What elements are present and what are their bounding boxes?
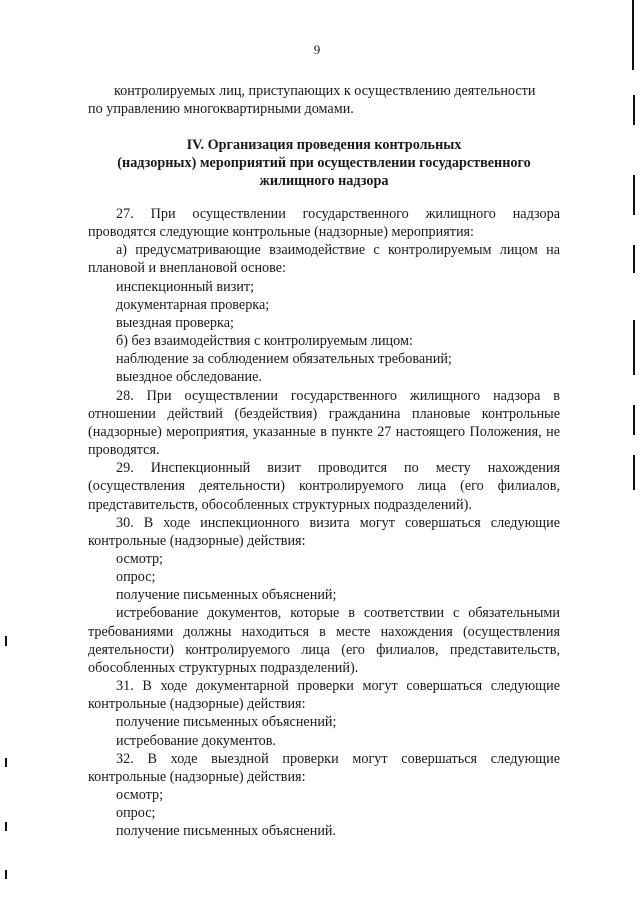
paragraph: 28. При осуществлении государственного жилищного надзора в отношении действий (бездействия) гражданина плановые контрольные (надзорные) мероприятия, указанные в пункте 27 настоящего Положения, не проводятся. xyxy=(88,387,560,459)
section-heading-line: жилищного надзора xyxy=(259,173,389,190)
list-item: документарная проверка; xyxy=(116,296,270,313)
list-item: осмотр; xyxy=(116,550,164,567)
page-number: 9 xyxy=(313,42,321,57)
intro-line: по управлению многоквартирными домами. xyxy=(88,101,354,118)
list-item: получение письменных объяснений; xyxy=(116,714,337,731)
section-heading-line: (надзорных) мероприятий при осуществлении государственного xyxy=(117,155,531,172)
intro-text xyxy=(88,82,560,118)
list-item: истребование документов. xyxy=(116,732,276,749)
scan-edge-mark xyxy=(632,0,634,70)
list-item: получение письменных объяснений; xyxy=(116,587,337,604)
scan-edge-mark xyxy=(5,870,7,879)
list-item: наблюдение за соблюдением обязательных требований; xyxy=(116,351,452,368)
scan-edge-mark xyxy=(633,455,635,490)
list-item: б) без взаимодействия с контролируемым лицом: xyxy=(116,333,413,350)
intro-line: контролируемых лиц, приступающих к осуществлению деятельности xyxy=(114,83,536,99)
section-heading-line: IV. Организация проведения контрольных xyxy=(186,137,462,153)
scan-edge-mark xyxy=(633,245,635,273)
list-item: опрос; xyxy=(116,805,156,822)
section-heading xyxy=(88,136,560,191)
scan-edge-mark xyxy=(5,758,7,767)
list-item: получение письменных объяснений. xyxy=(116,823,337,840)
scan-edge-mark xyxy=(633,175,635,215)
list-item: выездное обследование. xyxy=(116,369,262,386)
body-text xyxy=(88,205,560,840)
scan-edge-mark xyxy=(633,95,635,125)
scan-edge-mark xyxy=(633,405,635,435)
list-item: опрос; xyxy=(116,569,156,586)
paragraph: истребование документов, которые в соответствии с обязательными требованиями должны находиться в месте нахождения (осуществления деятельности) контролируемого лица (его филиалов, представительств, обособленных структурных подразделений). xyxy=(88,605,560,676)
scan-edge-mark xyxy=(633,320,635,375)
list-item: выездная проверка; xyxy=(116,314,234,331)
list-item: осмотр; xyxy=(116,787,164,803)
paragraph: 31. В ходе документарной проверки могут совершаться следующие контрольные (надзорные) действия: xyxy=(88,678,560,713)
paragraph: 32. В ходе выездной проверки могут совершаться следующие контрольные (надзорные) действия: xyxy=(88,750,560,785)
scan-edge-mark xyxy=(5,636,7,646)
scan-edge-mark xyxy=(5,822,7,831)
paragraph: 30. В ходе инспекционного визита могут совершаться следующие контрольные (надзорные) действия: xyxy=(88,514,560,549)
paragraph: 29. Инспекционный визит проводится по месту нахождения (осуществления деятельности) контролируемого лица (его филиалов, представительств, обособленных структурных подразделений). xyxy=(88,460,560,513)
paragraph: а) предусматривающие взаимодействие с контролируемым лицом на плановой и внеплановой основе: xyxy=(88,242,560,277)
list-item: инспекционный визит; xyxy=(116,278,255,295)
paragraph: 27. При осуществлении государственного жилищного надзора проводятся следующие контрольные (надзорные) мероприятия: xyxy=(88,206,560,241)
